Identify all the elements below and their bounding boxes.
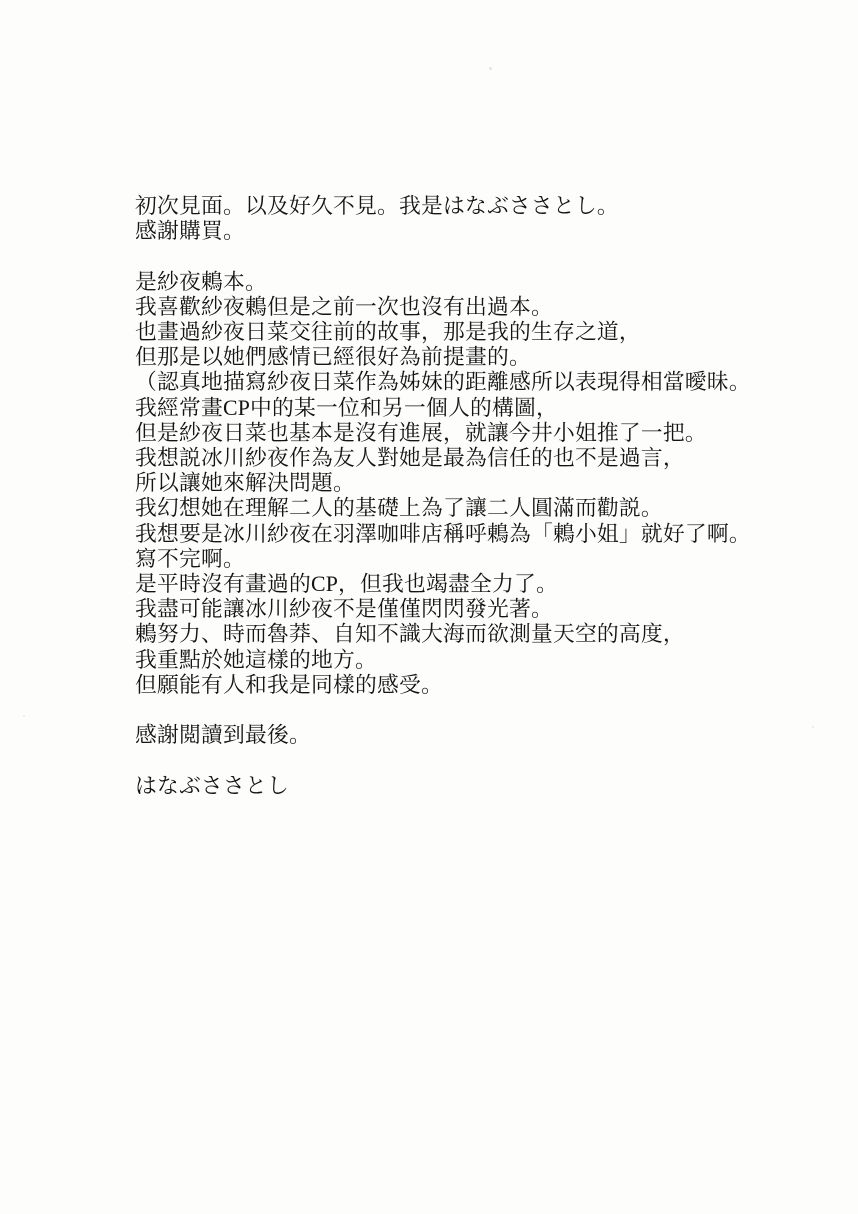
text-line-greeting: 初次見面。以及好久不見。我是はなぶささとし。: [135, 194, 619, 218]
blank-line: [135, 748, 795, 773]
text-line: 但願能有人和我是同樣的感受。: [135, 672, 443, 697]
text-line: 是平時沒有畫過的CP，但我也竭盡全力了。: [135, 572, 559, 597]
text-line: 我幻想她在理解二人的基礎上為了讓二人圓滿而勸説。: [135, 496, 663, 521]
text-line: 但是紗夜日菜也基本是沒有進展，就讓今井小姐推了一把。: [135, 420, 707, 445]
scan-speck: [23, 715, 25, 717]
text-line: 我想要是冰川紗夜在羽澤咖啡店稱呼鶇為「鶇小姐」就好了啊。: [135, 521, 751, 546]
text-line: 但那是以她們感情已經很好為前提畫的。: [135, 345, 531, 370]
text-line: 鶇努力、時而魯莽、自知不識大海而欲測量天空的高度，: [135, 622, 685, 647]
text-line: 寫不完啊。: [135, 546, 245, 571]
text-line: 所以讓她來解決問題。: [135, 471, 355, 496]
text-line: 是紗夜鶇本。: [135, 269, 267, 294]
author-signature: はなぶささとし: [135, 773, 289, 798]
scan-speck: [812, 726, 814, 728]
text-line: 我想説冰川紗夜作為友人對她是最為信任的也不是過言，: [135, 446, 685, 471]
text-line-closing-thanks: 感謝閲讀到最後。: [135, 723, 311, 748]
text-line: 也畫過紗夜日菜交往前的故事，那是我的生存之道，: [135, 320, 641, 344]
text-line: （認真地描寫紗夜日菜作為姊妹的距離感所以表現得相當曖昧。: [135, 370, 751, 395]
text-line: 我經常畫CP中的某一位和另一個人的構圖，: [135, 395, 559, 420]
text-line: 感謝購買。: [135, 219, 245, 244]
text-line: 我盡可能讓冰川紗夜不是僅僅閃閃發光著。: [135, 597, 553, 622]
text-line: 我喜歡紗夜鶇但是之前一次也沒有出過本。: [135, 294, 553, 319]
blank-line: [135, 698, 795, 723]
blank-line: [135, 244, 795, 269]
text-line: 我重點於她這樣的地方。: [135, 647, 377, 672]
scan-speck: [489, 67, 492, 70]
afterword-text-block: [135, 194, 795, 799]
